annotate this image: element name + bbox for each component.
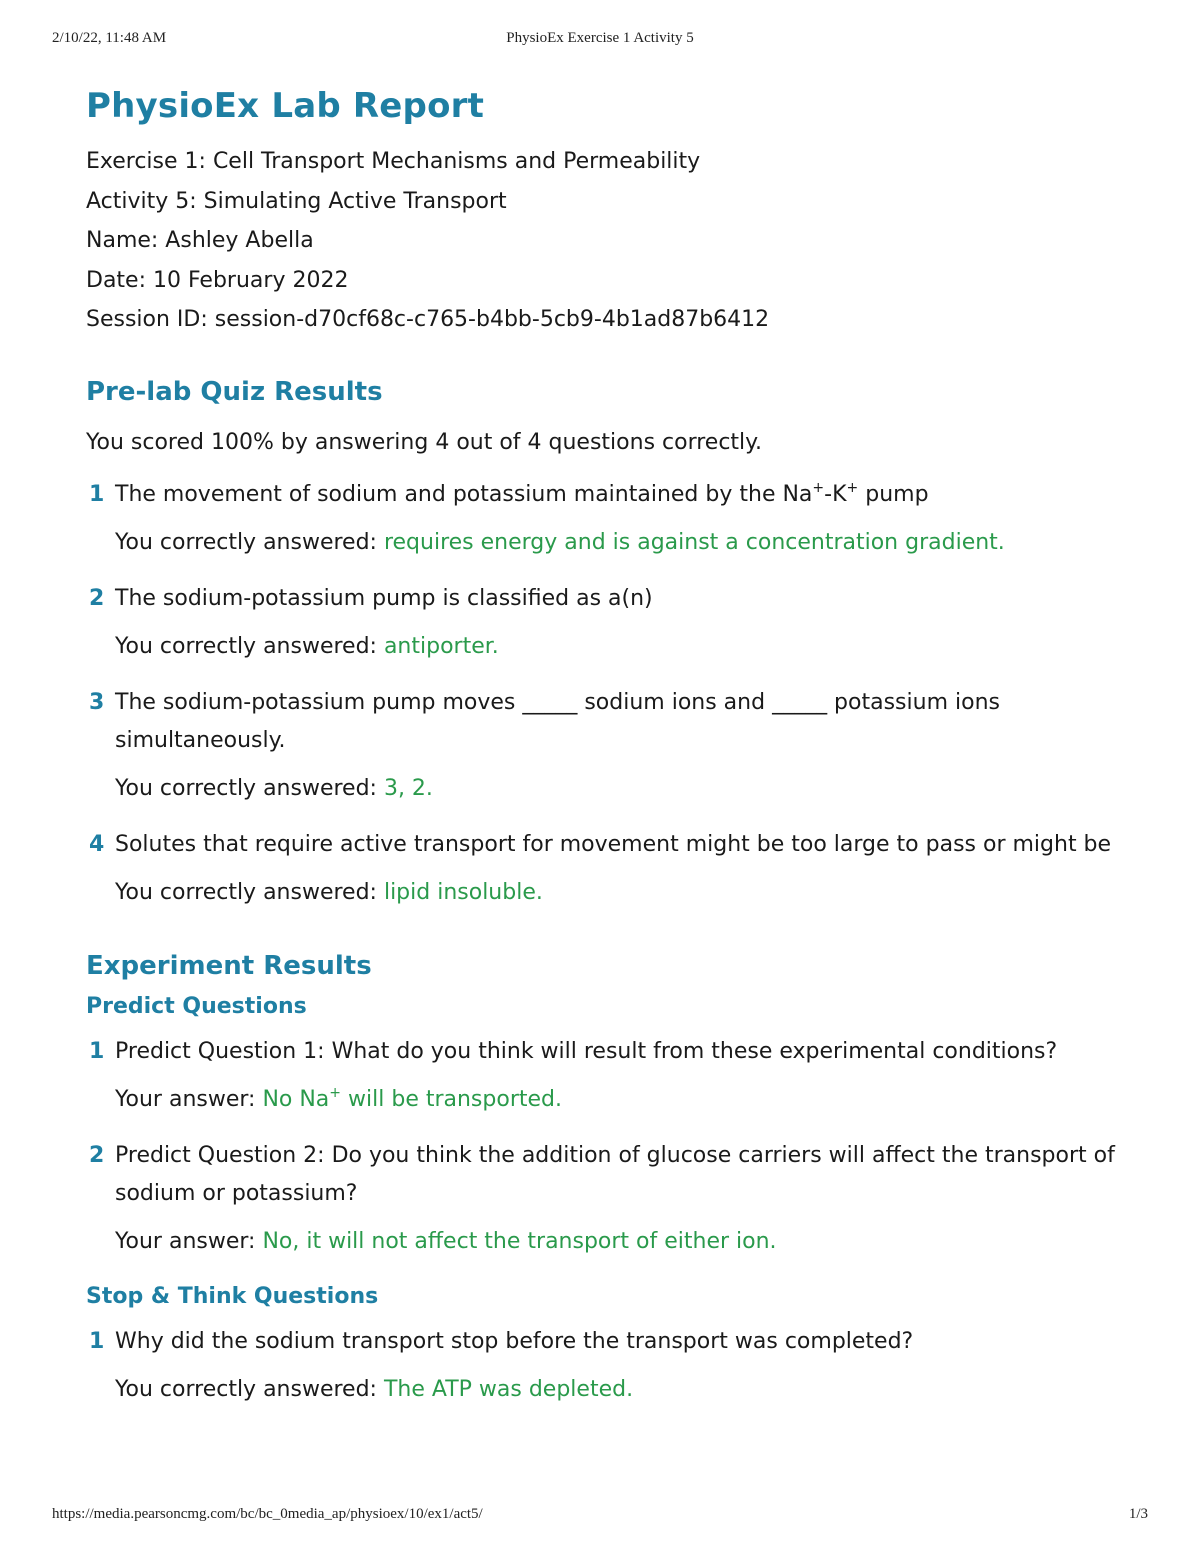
answer-value: The ATP was depleted. bbox=[383, 1376, 634, 1402]
answer-prefix: You correctly answered: bbox=[115, 1376, 384, 1402]
name-line: Name: Ashley Abella bbox=[86, 228, 314, 253]
question-number: 1 bbox=[89, 1038, 105, 1064]
prelab-answer-1 bbox=[86, 528, 1136, 558]
question-number: 4 bbox=[89, 831, 105, 857]
predict-question-2 bbox=[86, 1137, 1136, 1213]
session-id-line: Session ID: session-d70cf68c-c765-b4bb-5cb9-4b1ad87b6412 bbox=[86, 307, 770, 332]
prelab-question-4 bbox=[86, 826, 1136, 864]
activity-line: Activity 5: Simulating Active Transport bbox=[86, 188, 507, 214]
report-meta bbox=[86, 142, 1136, 340]
answer-prefix: You correctly answered: bbox=[115, 879, 384, 905]
question-text: Why did the sodium transport stop before the transport was completed? bbox=[115, 1328, 914, 1354]
question-number: 1 bbox=[89, 1328, 105, 1354]
date-line: Date: 10 February 2022 bbox=[86, 267, 349, 293]
stop-think-answer-1 bbox=[86, 1375, 1136, 1405]
print-url: https://media.pearsoncmg.com/bc/bc_0media_ap/physioex/10/ex1/act5/ bbox=[52, 1506, 483, 1522]
stop-think-question-1 bbox=[86, 1323, 1136, 1361]
answer-value: No Na+ will be transported. bbox=[262, 1084, 562, 1112]
answer-value: antiporter. bbox=[383, 633, 499, 659]
answer-value: requires energy and is against a concentration gradient. bbox=[383, 529, 1005, 555]
prelab-answer-2 bbox=[86, 632, 1136, 662]
answer-prefix: Your answer: bbox=[115, 1086, 263, 1112]
question-number: 2 bbox=[89, 1142, 105, 1168]
prelab-answer-4 bbox=[86, 878, 1136, 908]
question-number: 3 bbox=[89, 689, 105, 715]
report-title: PhysioEx Lab Report bbox=[86, 86, 485, 126]
prelab-question-3 bbox=[86, 684, 1136, 760]
predict-answer-1 bbox=[86, 1085, 1136, 1115]
answer-value: 3, 2. bbox=[383, 775, 433, 801]
prelab-heading: Pre-lab Quiz Results bbox=[86, 376, 383, 407]
stop-think-heading: Stop & Think Questions bbox=[86, 1283, 379, 1309]
prelab-question-2 bbox=[86, 580, 1136, 618]
question-text: Solutes that require active transport for movement might be too large to pass or might be bbox=[115, 831, 1112, 857]
lab-report bbox=[86, 84, 1136, 1405]
answer-value: No, it will not affect the transport of either ion. bbox=[262, 1228, 777, 1254]
question-text: The sodium-potassium pump is classified as a(n) bbox=[115, 585, 653, 611]
question-number: 1 bbox=[89, 481, 105, 507]
exercise-line: Exercise 1: Cell Transport Mechanisms and Permeability bbox=[86, 149, 701, 174]
answer-prefix: You correctly answered: bbox=[115, 633, 384, 659]
print-page-number: 1/3 bbox=[1128, 1506, 1148, 1522]
question-number: 2 bbox=[89, 585, 105, 611]
question-text: Predict Question 1: What do you think will result from these experimental conditions? bbox=[115, 1038, 1058, 1064]
answer-prefix: You correctly answered: bbox=[115, 775, 384, 801]
prelab-score: You scored 100% by answering 4 out of 4 questions correctly. bbox=[86, 429, 763, 455]
print-page-title: PhysioEx Exercise 1 Activity 5 bbox=[506, 30, 694, 46]
print-datetime: 2/10/22, 11:48 AM bbox=[52, 30, 167, 46]
question-text: The movement of sodium and potassium maintained by the Na+-K+ pump bbox=[115, 479, 929, 507]
predict-heading: Predict Questions bbox=[86, 993, 307, 1019]
answer-prefix: You correctly answered: bbox=[115, 529, 384, 555]
answer-value: lipid insoluble. bbox=[383, 879, 543, 905]
prelab-answer-3 bbox=[86, 774, 1136, 804]
prelab-question-1 bbox=[86, 476, 1136, 514]
question-text: Predict Question 2: Do you think the addition of glucose carriers will affect the transport of sodium or potassium? bbox=[115, 1142, 1115, 1206]
predict-answer-2 bbox=[86, 1227, 1136, 1257]
predict-question-1 bbox=[86, 1033, 1136, 1071]
experiment-heading: Experiment Results bbox=[86, 950, 372, 981]
question-text: The sodium-potassium pump moves _____ sodium ions and _____ potassium ions simultaneously. bbox=[115, 689, 1000, 753]
answer-prefix: Your answer: bbox=[115, 1228, 263, 1254]
